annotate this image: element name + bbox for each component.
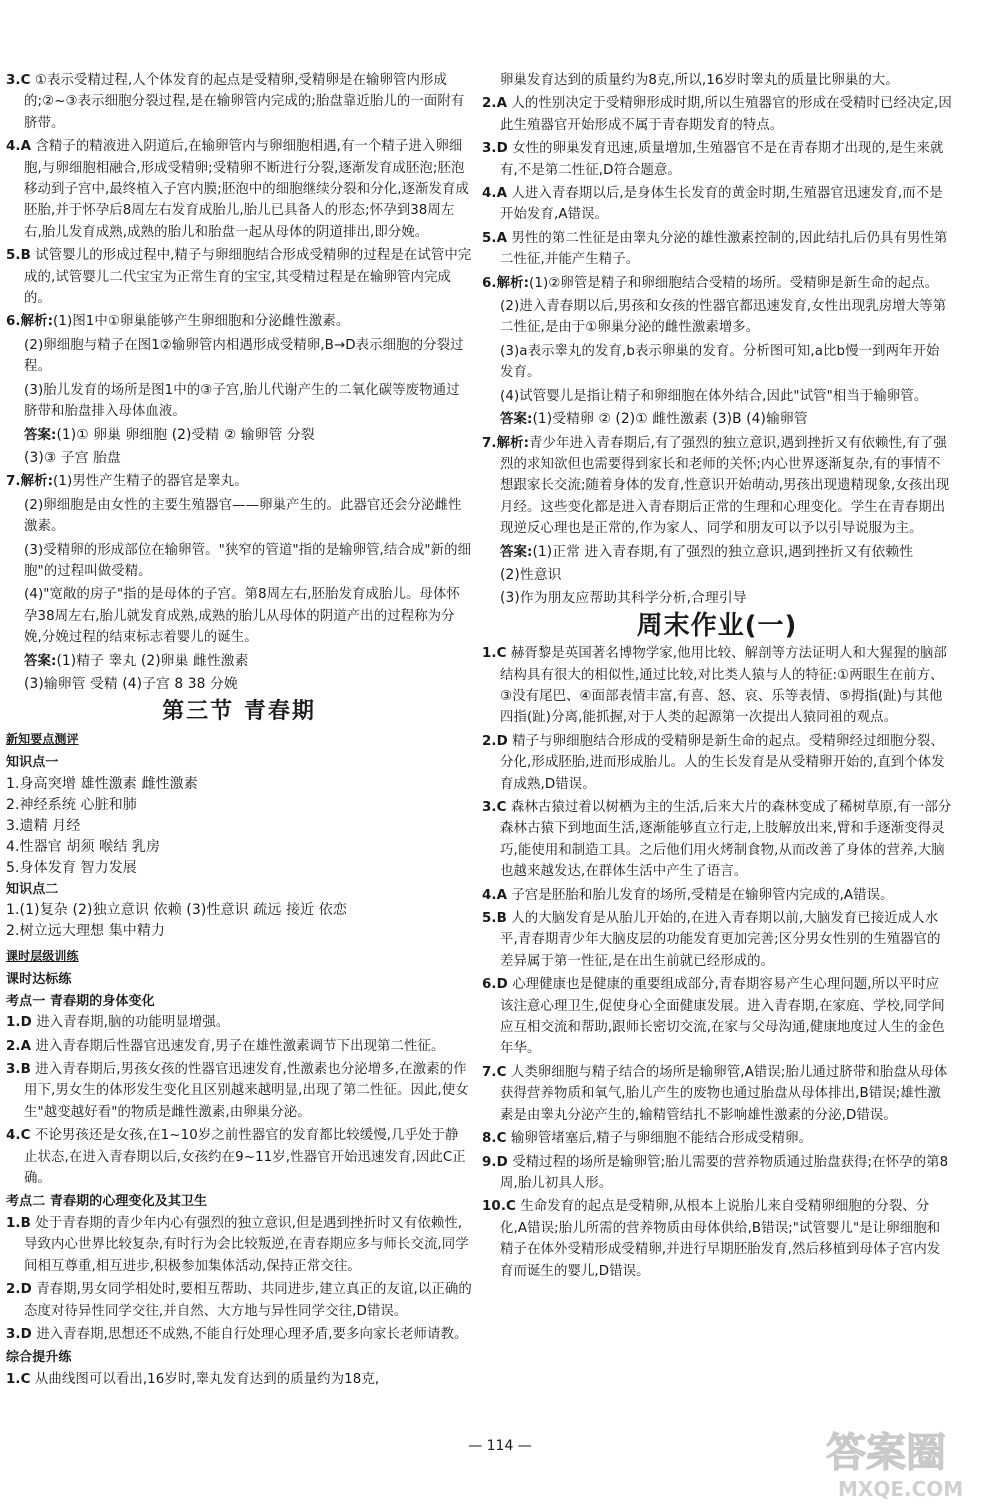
practice-heading: 课时达标练 bbox=[6, 972, 72, 988]
answer-item-q6: 6.解析:(1)图1中①卵巢能够产生卵细胞和分泌雌性激素。 bbox=[6, 314, 350, 330]
answer-item: 5.B 人的大脑发育是从胎儿开始的,在进入青春期以前,大脑发育已接近成人水平,青春期青少年大脑皮层的功能发育更加完善;区分男女性别的生殖器官的差异属于第一性征,是在出生前就已经形成的。 bbox=[482, 911, 941, 969]
answer-item: 6.D 心理健康也是健康的重要组成部分,青春期容易产生心理问题,所以平时应该注意心理卫生,促使身心全面健康发展。进入青春期,在家庭、学校,同学间应互相交流和帮助,跟师长密切交流,在家与父母沟通,健康地度过人生的金色年华。 bbox=[482, 977, 945, 1057]
answer-item: 4.A 人进入青春期以后,是身体生长发育的黄金时期,生殖器官迅速发育,而不是开始发育,A错误。 bbox=[482, 186, 943, 223]
answer-item: 1.C 赫胥黎是英国著名博物学家,他用比较、解剖等方法证明人和大猩猩的脑部结构具有很大的相似性,通过比较,对比类人猿与人的特征:①两眼生在前方、③没有尾巴、④面部表情丰富,有喜、怒、哀、乐等表情、⑤拇指(趾)与其他四指(趾)分离,能抓握,对于人类的起源第一次提出人猿同祖的观点。 bbox=[482, 646, 947, 726]
right-column bbox=[482, 70, 952, 1284]
analysis-line: (3)受精卵的形成部位在输卵管。"狭窄的管道"指的是输卵管,结合成"新的细胞"的过程叫做受精。 bbox=[24, 542, 472, 579]
answer-line: (2)性意识 bbox=[500, 566, 562, 583]
answer-item: 3.D 进入青春期,思想还不成熟,不能自行处理心理矛盾,要多向家长老师请教。 bbox=[6, 1326, 468, 1342]
answer-line: (3)输卵管 受精 (4)子宫 8 38 分娩 bbox=[24, 675, 238, 692]
continued-text: 卵巢发育达到的质量约为8克,所以,16岁时睾丸的质量比卵巢的大。 bbox=[500, 73, 899, 88]
answer-item: 1.C 从曲线图可以看出,16岁时,睾丸发育达到的质量约为18克, bbox=[6, 1371, 380, 1387]
left-column bbox=[6, 70, 472, 1392]
knowledge-line: 1.身高突增 雄性激素 雌性激素 bbox=[6, 775, 198, 792]
answer-item: 7.C 人类卵细胞与精子结合的场所是输卵管,A错误;胎儿通过脐带和胎盘从母体获得营养物质和氧气,胎儿产生的废物也通过胎盘从母体排出,B错误;雄性激素是由睾丸分泌产生的,输精管结扎不影响雄性激素的分泌,D错误。 bbox=[482, 1064, 948, 1123]
answer-item: 5.A 男性的第二性征是由睾丸分泌的雄性激素控制的,因此结扎后仍具有男性第二性征,并能产生精子。 bbox=[482, 230, 948, 268]
answer-item-q7: 7.解析:(1)男性产生精子的器官是睾丸。 bbox=[6, 474, 248, 490]
answer-line: (3)③ 子宫 胎盘 bbox=[24, 449, 121, 466]
subsection-heading: 课时层级训练 bbox=[6, 949, 79, 963]
answer-line: 答案:(1)精子 睾丸 (2)卵巢 雌性激素 bbox=[24, 652, 249, 669]
knowledge-point-heading: 知识点一 bbox=[6, 755, 59, 771]
knowledge-line: 5.身体发育 智力发展 bbox=[6, 859, 137, 876]
section-title-puberty: 第三节 青春期 bbox=[162, 699, 316, 725]
answer-item: 1.B 处于青春期的青少年内心有强烈的独立意识,但是遇到挫折时又有依赖性,导致内心世界比较复杂,有时行为会比较叛逆,在青春期应多与师长交流,同学间相互尊重,相互进步,积极参加集体活动,保持正常交往。 bbox=[6, 1215, 469, 1274]
watermark-logo bbox=[818, 1418, 994, 1504]
answer-item: 4.C 不论男孩还是女孩,在1~10岁之前性器官的发育都比较缓慢,几乎处于静止状态,在进入青春期以后,女孩约在9~11岁,性器官开始迅速发育,因此C正确。 bbox=[6, 1128, 466, 1187]
answer-item: 1.D 进入青春期,脑的功能明显增强。 bbox=[6, 1015, 230, 1031]
answer-item: 3.C 森林古猿过着以树栖为主的生活,后来大片的森林变成了稀树草原,有一部分森林古猿下到地面生活,逐渐能够直立行走,上肢解放出来,臂和手逐渐变得灵巧,能使用和制造工具。之后他们用火烤制食物,从而改善了身体的营养,大脑也越来越发达,在群体生活中产生了语言。 bbox=[482, 800, 952, 880]
analysis-line: (3)胎儿发育的场所是图1中的③子宫,胎儿代谢产生的二氧化碳等废物通过脐带和胎盘排入母体血液。 bbox=[24, 382, 460, 420]
subsection-heading: 新知要点测评 bbox=[6, 731, 79, 746]
answer-item: 4.A 含精子的精液进入阴道后,在输卵管内与卵细胞相遇,有一个精子进入卵细胞,与卵细胞相融合,形成受精卵;受精卵不断进行分裂,逐渐发育成胚泡;胚泡移动到子宫中,最终植入子宫内膜;胚泡中的细胞继续分裂和分化,逐渐发育成胚胎,并于怀孕后8周左右发育成胎儿,胎儿已具备人的形态;怀孕到38周左右,胎儿发育成熟,成熟的胎儿和胎盘一起从母体的阴道排出,即分娩。 bbox=[6, 139, 470, 240]
practice-heading: 综合提升练 bbox=[6, 1350, 72, 1366]
answer-line: (3)作为朋友应帮助其科学分析,合理引导 bbox=[500, 590, 747, 607]
knowledge-line: 2.神经系统 心脏和肺 bbox=[6, 796, 137, 813]
knowledge-point-heading: 知识点二 bbox=[6, 881, 59, 897]
answer-item: 3.D 女性的卵巢发育迅速,质量增加,生殖器官不是在青春期才出现的,是生来就有,不是第二性征,D符合题意。 bbox=[482, 141, 944, 178]
answer-item: 2.A 进入青春期后性器官迅速发育,男子在雄性激素调节下出现第二性征。 bbox=[6, 1038, 445, 1054]
knowledge-line: 2.树立远大理想 集中精力 bbox=[6, 923, 166, 939]
analysis-line: (2)卵细胞与精子在图1②输卵管内相遇形成受精卵,B→D表示细胞的分裂过程。 bbox=[24, 337, 464, 375]
answer-item: 2.D 精子与卵细胞结合形成的受精卵是新生命的起点。受精卵经过细胞分裂、分化,形成胚胎,进而形成胎儿。人的生长发育是从受精卵开始的,直到个体发育成熟,D错误。 bbox=[482, 733, 945, 792]
analysis-line: (4)试管婴儿是指让精子和卵细胞在体外结合,因此"试管"相当于输卵管。 bbox=[500, 388, 928, 404]
answer-item: 3.C ①表示受精过程,人个体发育的起点是受精卵,受精卵是在输卵管内形成的;②~③表示细胞分裂过程,是在输卵管内完成的;胎盘靠近胎儿的一面附有脐带。 bbox=[6, 73, 465, 131]
answer-item: 5.B 试管婴儿的形成过程中,精子与卵细胞结合形成受精卵的过程是在试管中完成的,试管婴儿二代宝宝为正常生育的宝宝,其受精过程是在输卵管内完成的。 bbox=[6, 248, 472, 307]
exam-point-heading: 考点二 青春期的心理变化及其卫生 bbox=[6, 1194, 208, 1210]
knowledge-line: 3.遗精 月经 bbox=[6, 817, 81, 834]
answer-item: 2.D 青春期,男女同学相处时,要相互帮助、共同进步,建立真正的友谊,以正确的态度对待异性同学交往,并自然、大方地与异性同学交往,D错误。 bbox=[6, 1282, 472, 1319]
answer-item: 10.C 生命发育的起点是受精卵,从根本上说胎儿来自受精卵细胞的分裂、分化,A错误;胎儿所需的营养物质由母体供给,B错误;"试管婴儿"是让卵细胞和精子在体外受精形成受精卵,并进行早期胚胎发育,然后移植到母体子宫内发育而诞生的婴儿,D错误。 bbox=[482, 1199, 941, 1279]
analysis-line: (4)"宽敞的房子"指的是母体的子宫。第8周左右,胚胎发育成胎儿。母体怀孕38周左右,胎儿就发育成熟,成熟的胎儿从母体的阴道产出的过程称为分娩,分娩过程的结束标志着婴儿的诞生。 bbox=[24, 587, 460, 646]
answer-line: 答案:(1)① 卵巢 卵细胞 (2)受精 ② 输卵管 分裂 bbox=[24, 426, 315, 443]
analysis-line: (3)a表示睾丸的发育,b表示卵巢的发育。分析图可知,a比b慢一到两年开始发育。 bbox=[500, 343, 940, 381]
answer-item: 3.B 进入青春期后,男孩女孩的性器官迅速发育,性激素也分泌增多,在激素的作用下,男女生的体形发生变化且区别越来越明显,出现了第二性征。因此,使女生"越变越好看"的物质是雌性激素,由卵巢分泌。 bbox=[6, 1062, 469, 1120]
answer-item: 9.D 受精过程的场所是输卵管;胎儿需要的营养物质通过胎盘获得;在怀孕的第8周,胎儿初具人形。 bbox=[482, 1154, 949, 1191]
knowledge-line: 4.性器官 胡须 喉结 乳房 bbox=[6, 838, 161, 855]
page-number: — 114 — bbox=[468, 1438, 532, 1454]
answer-item: 8.C 输卵管堵塞后,精子与卵细胞不能结合形成受精卵。 bbox=[482, 1131, 813, 1147]
analysis-line: (2)进入青春期以后,男孩和女孩的性器官都迅速发育,女性出现乳房增大等第二性征,是由于①卵巢分泌的雌性激素增多。 bbox=[500, 299, 947, 336]
answer-line: 答案:(1)受精卵 ② (2)① 雌性激素 (3)B (4)输卵管 bbox=[500, 411, 808, 428]
answer-item: 2.A 人的性别决定于受精卵形成时期,所以生殖器官的形成在受精时已经决定,因此生殖器官开始形成不属于青春期发育的特点。 bbox=[482, 96, 952, 133]
answer-item: 4.A 子宫是胚胎和胎儿发育的场所,受精是在输卵管内完成的,A错误。 bbox=[482, 887, 894, 903]
answer-item-q7: 7.解析:青少年进入青春期后,有了强烈的独立意识,遇到挫折又有依赖性,有了强烈的求知欲但也需要得到家长和老师的关怀;内心世界逐渐复杂,有的事情不想跟家长交流;随着身体的发育,性意识开始萌动,男孩出现遗精现象,女孩出现月经。这些变化都是进入青春期后正常的生理和心理变化。学生在青春期出现逆反心理也是正常的,作为家人、同学和朋友可以予以引导说服为主。 bbox=[482, 435, 950, 537]
answer-line: 答案:(1)正常 进入青春期,有了强烈的独立意识,遇到挫折又有依赖性 bbox=[500, 543, 914, 560]
watermark-text: 答案圈 bbox=[826, 1430, 946, 1476]
exam-point-heading: 考点一 青春期的身体变化 bbox=[6, 993, 155, 1009]
answer-item-q6: 6.解析:(1)②卵管是精子和卵细胞结合受精的场所。受精卵是新生命的起点。 bbox=[482, 275, 939, 291]
knowledge-line: 1.(1)复杂 (2)独立意识 依赖 (3)性意识 疏远 接近 依恋 bbox=[6, 902, 347, 918]
watermark-url: MXQE.COM bbox=[838, 1477, 964, 1501]
analysis-line: (2)卵细胞是由女性的主要生殖器官——卵巢产生的。此器官还会分泌雌性激素。 bbox=[24, 497, 462, 535]
section-title-weekend: 周末作业(一) bbox=[636, 610, 798, 641]
